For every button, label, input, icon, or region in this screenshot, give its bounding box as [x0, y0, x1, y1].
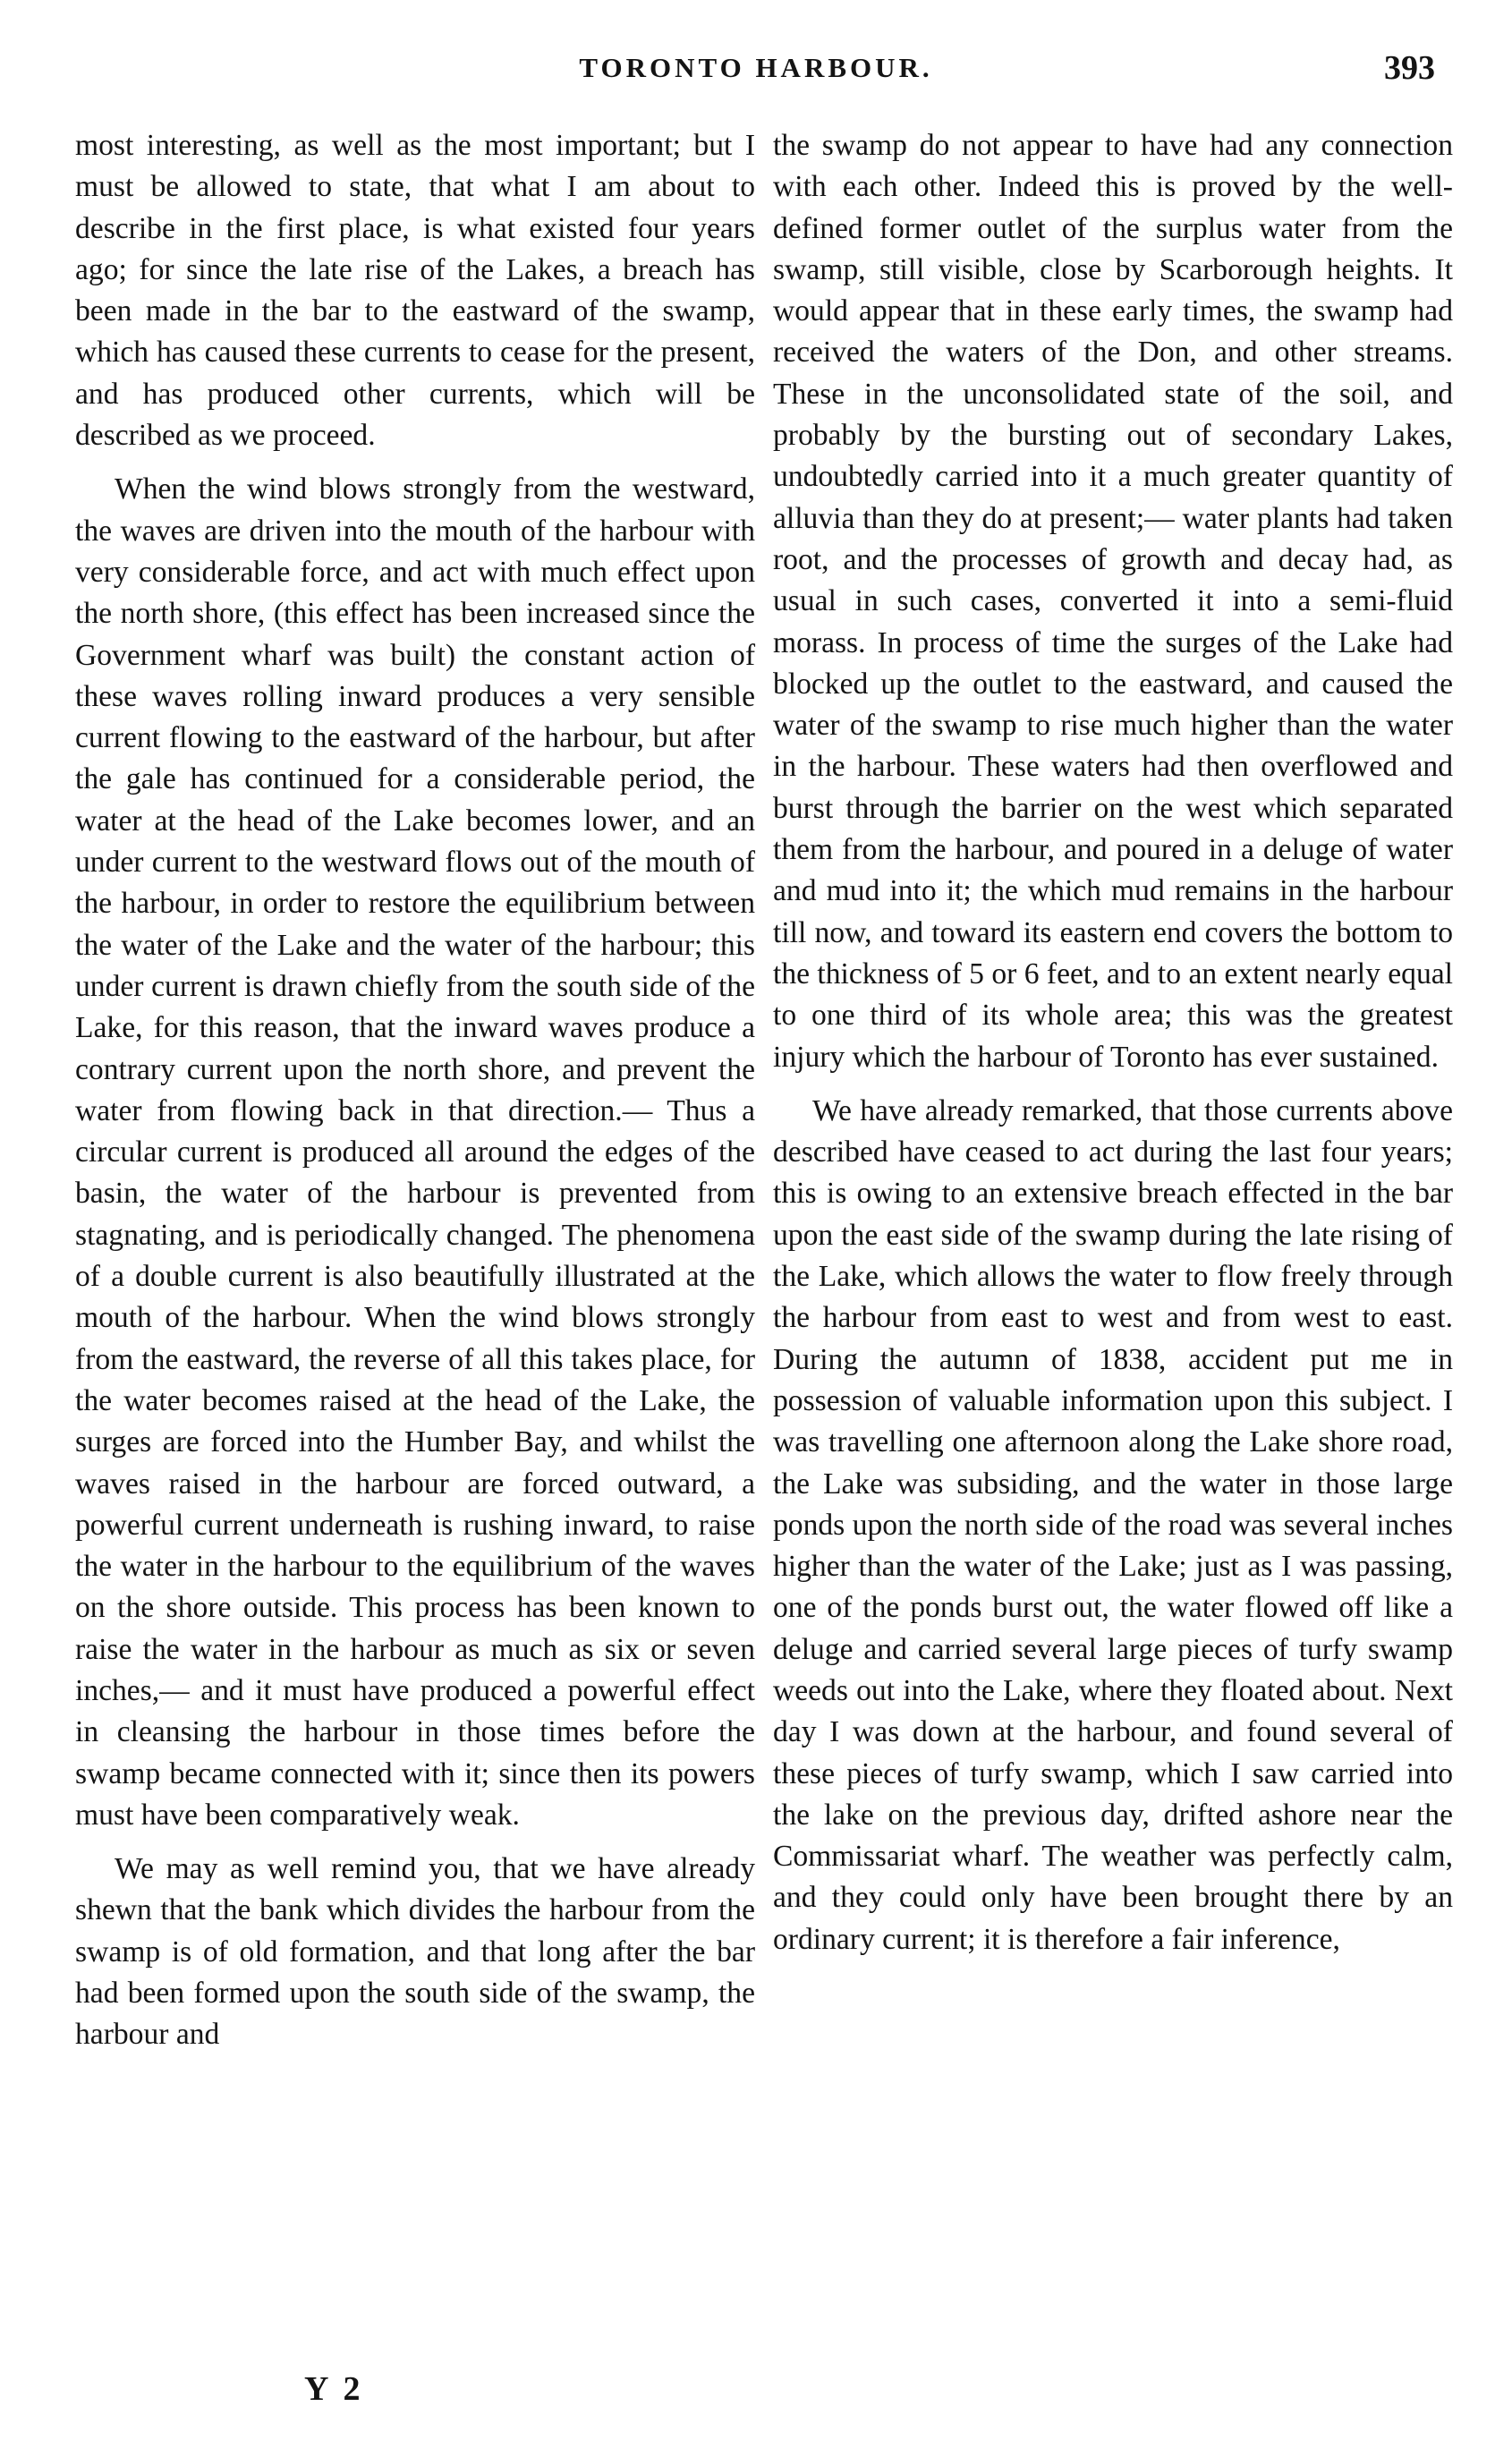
- running-title: TORONTO HARBOUR.: [579, 52, 933, 83]
- right-paragraph-1: the swamp do not appear to have had any connection with each other. Indeed this is proved by the well-defined former outlet of the surplus water from the swamp, still visible, close by Scarborough heights. It would appear that in these early times, the swamp had received the waters of the Don, and other streams. These in the unconsolidated state of the soil, and probably by the bursting out of secondary Lakes, undoubtedly carried into it a much greater quantity of alluvia than they do at present;— water plants had taken root, and the processes of growth and decay had, as usual in such cases, converted it into a semi-fluid morass. In process of time the surges of the Lake had blocked up the outlet to the eastward, and caused the water of the swamp to rise much higher than the water in the harbour. These waters had then overflowed and burst through the barrier on the west which separated them from the harbour, and poured in a deluge of water and mud into it; the which mud remains in the harbour till now, and toward its eastern end covers the bottom to the thickness of 5 or 6 feet, and to an extent nearly equal to one third of its whole area; this was the greatest injury which the harbour of Toronto has ever sustained.: [773, 129, 1453, 1074]
- signature-mark: Y 2: [304, 2370, 364, 2408]
- right-paragraph-2: We have already remarked, that those currents above described have ceased to act during the last four years; this is owing to an extensive breach effected in the bar upon the east side of the swamp during the late rising of the Lake, which allows the water to flow freely through the harbour from east to west and from west to east. During the autumn of 1838, accident put me in possession of valuable information upon this subject. I was travelling one afternoon along the Lake shore road, the Lake was subsiding, and the water in those large ponds upon the north side of the road was several inches higher than the water of the Lake; just as I was passing, one of the ponds burst out, the water flowed off like a deluge and carried several large pieces of turfy swamp weeds out into the Lake, where they floated about. Next day I was down at the harbour, and found several of these pieces of turfy swamp, which I saw carried into the lake on the previous day, drifted ashore near the Commissariat wharf. The weather was perfectly calm, and they could only have been brought there by an ordinary current; it is therefore a fair inference,: [773, 1093, 1453, 1956]
- left-paragraph-2: When the wind blows strongly from the westward, the waves are driven into the mouth of the harbour with very considerable force, and act with much effect upon the north shore, (this effect has been increased since the Government wharf was built) the constant action of these waves rolling inward produces a very sensible current flowing to the eastward of the harbour, but after the gale has continued for a considerable period, the water at the head of the Lake becomes lower, and an under current to the westward flows out of the mouth of the harbour, in order to restore the equilibrium between the water of the Lake and the water of the harbour; this under current is drawn chiefly from the south side of the Lake, for this reason, that the inward waves produce a contrary current upon the north shore, and prevent the water from flowing back in that direction.— Thus a circular current is produced all around the edges of the basin, the water of the harbour is prevented from stagnating, and is periodically changed. The phenomena of a double current is also beautifully illustrated at the mouth of the harbour. When the wind blows strongly from the eastward, the reverse of all this takes place, for the water becomes raised at the head of the Lake, the surges are forced into the Humber Bay, and whilst the waves raised in the harbour are forced outward, a powerful current underneath is rushing inward, to raise the water in the harbour to the equilibrium of the waves on the shore outside. This process has been known to raise the water in the harbour as much as six or seven inches,— and it must have produced a powerful effect in cleansing the harbour in those times before the swamp became connected with it; since then its powers must have been comparatively weak.: [75, 472, 755, 1832]
- running-head: [72, 49, 1440, 106]
- left-paragraph-1: most interesting, as well as the most important; but I must be allowed to state, that what I am about to describe in the first place, is what existed four years ago; for since the late rise of the Lakes, a breach has been made in the bar to the eastward of the swamp, which has caused these currents to cease for the present, and has produced other currents, which will be described as we proceed.: [75, 129, 755, 453]
- left-column: [75, 125, 755, 2069]
- page-number: 393: [1384, 49, 1435, 87]
- left-paragraph-3: We may as well remind you, that we have already shewn that the bank which divides the harbour from the swamp is of old formation, and that long after the bar had been formed upon the south side of the swamp, the harbour and: [75, 1852, 755, 2052]
- right-column: [773, 125, 1453, 1973]
